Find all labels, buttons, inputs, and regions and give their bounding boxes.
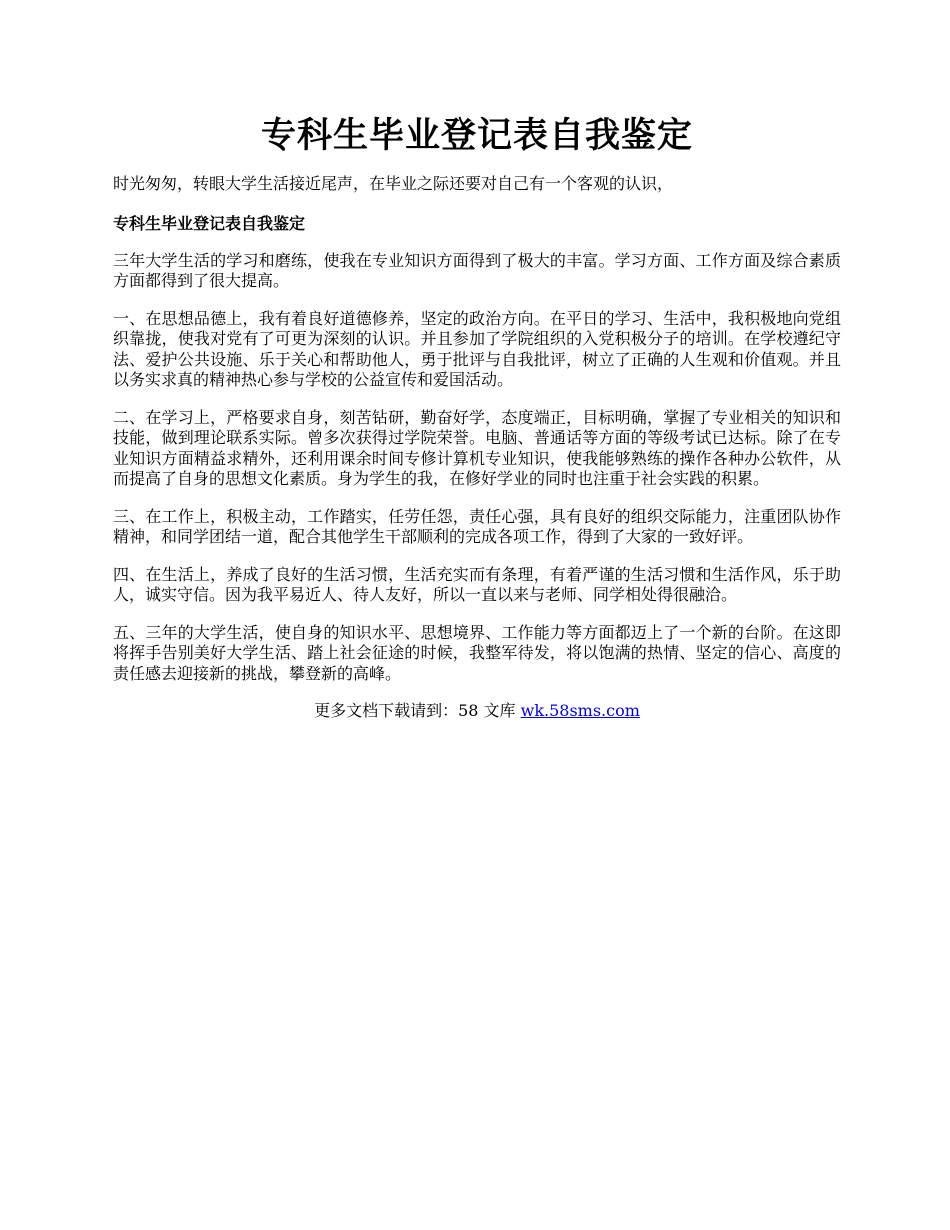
body-paragraph-5: 四、在生活上，养成了良好的生活习惯，生活充实而有条理，有着严谨的生活习惯和生活作风，乐于助人，诚实守信。因为我平易近人、待人友好，所以一直以来与老师、同学相处得很融洽。 (113, 564, 841, 604)
intro-paragraph: 时光匆匆，转眼大学生活接近尾声，在毕业之际还要对自己有一个客观的认识， (113, 174, 674, 193)
body-paragraph-6: 五、三年的大学生活，使自身的知识水平、思想境界、工作能力等方面都迈上了一个新的台阶。在这即将挥手告别美好大学生活、踏上社会征途的时候，我整军待发，将以饱满的热情、坚定的信心、高度的责任感去迎接新的挑战，攀登新的高峰。 (113, 622, 841, 683)
body-paragraph-1: 三年大学生活的学习和磨练，使我在专业知识方面得到了极大的丰富。学习方面、工作方面及综合素质方面都得到了很大提高。 (113, 250, 841, 290)
footer-text: 更多文档下载请到：58 文库 (314, 701, 521, 720)
download-footer (113, 701, 841, 721)
document-title: 专科生毕业登记表自我鉴定 (260, 115, 693, 156)
document-subtitle: 专科生毕业登记表自我鉴定 (113, 213, 306, 233)
body-paragraph-4: 三、在工作上，积极主动，工作踏实，任劳任怨，责任心强，具有良好的组织交际能力，注重团队协作精神，和同学团结一道，配合其他学生干部顺利的完成各项工作，得到了大家的一致好评。 (113, 506, 841, 546)
body-paragraph-3: 二、在学习上，严格要求自身，刻苦钻研，勤奋好学，态度端正，目标明确，掌握了专业相关的知识和技能，做到理论联系实际。曾多次获得过学院荣誉。电脑、普通话等方面的等级考试已达标。除了在专业知识方面精益求精外，还利用课余时间专修计算机专业知识，使我能够熟练的操作各种办公软件，从而提高了自身的思想文化素质。身为学生的我，在修好学业的同时也注重于社会实践的积累。 (113, 407, 841, 488)
document-page (113, 108, 841, 721)
footer-link[interactable]: wk.58sms.com (520, 701, 640, 720)
body-paragraph-2: 一、在思想品德上，我有着良好道德修养，坚定的政治方向。在平日的学习、生活中，我积极地向党组织靠拢，使我对党有了可更为深刻的认识。并且参加了学院组织的入党积极分子的培训。在学校遵纪守法、爱护公共设施、乐于关心和帮助他人，勇于批评与自我批评，树立了正确的人生观和价值观。并且以务实求真的精神热心参与学校的公益宣传和爱国活动。 (113, 308, 841, 389)
